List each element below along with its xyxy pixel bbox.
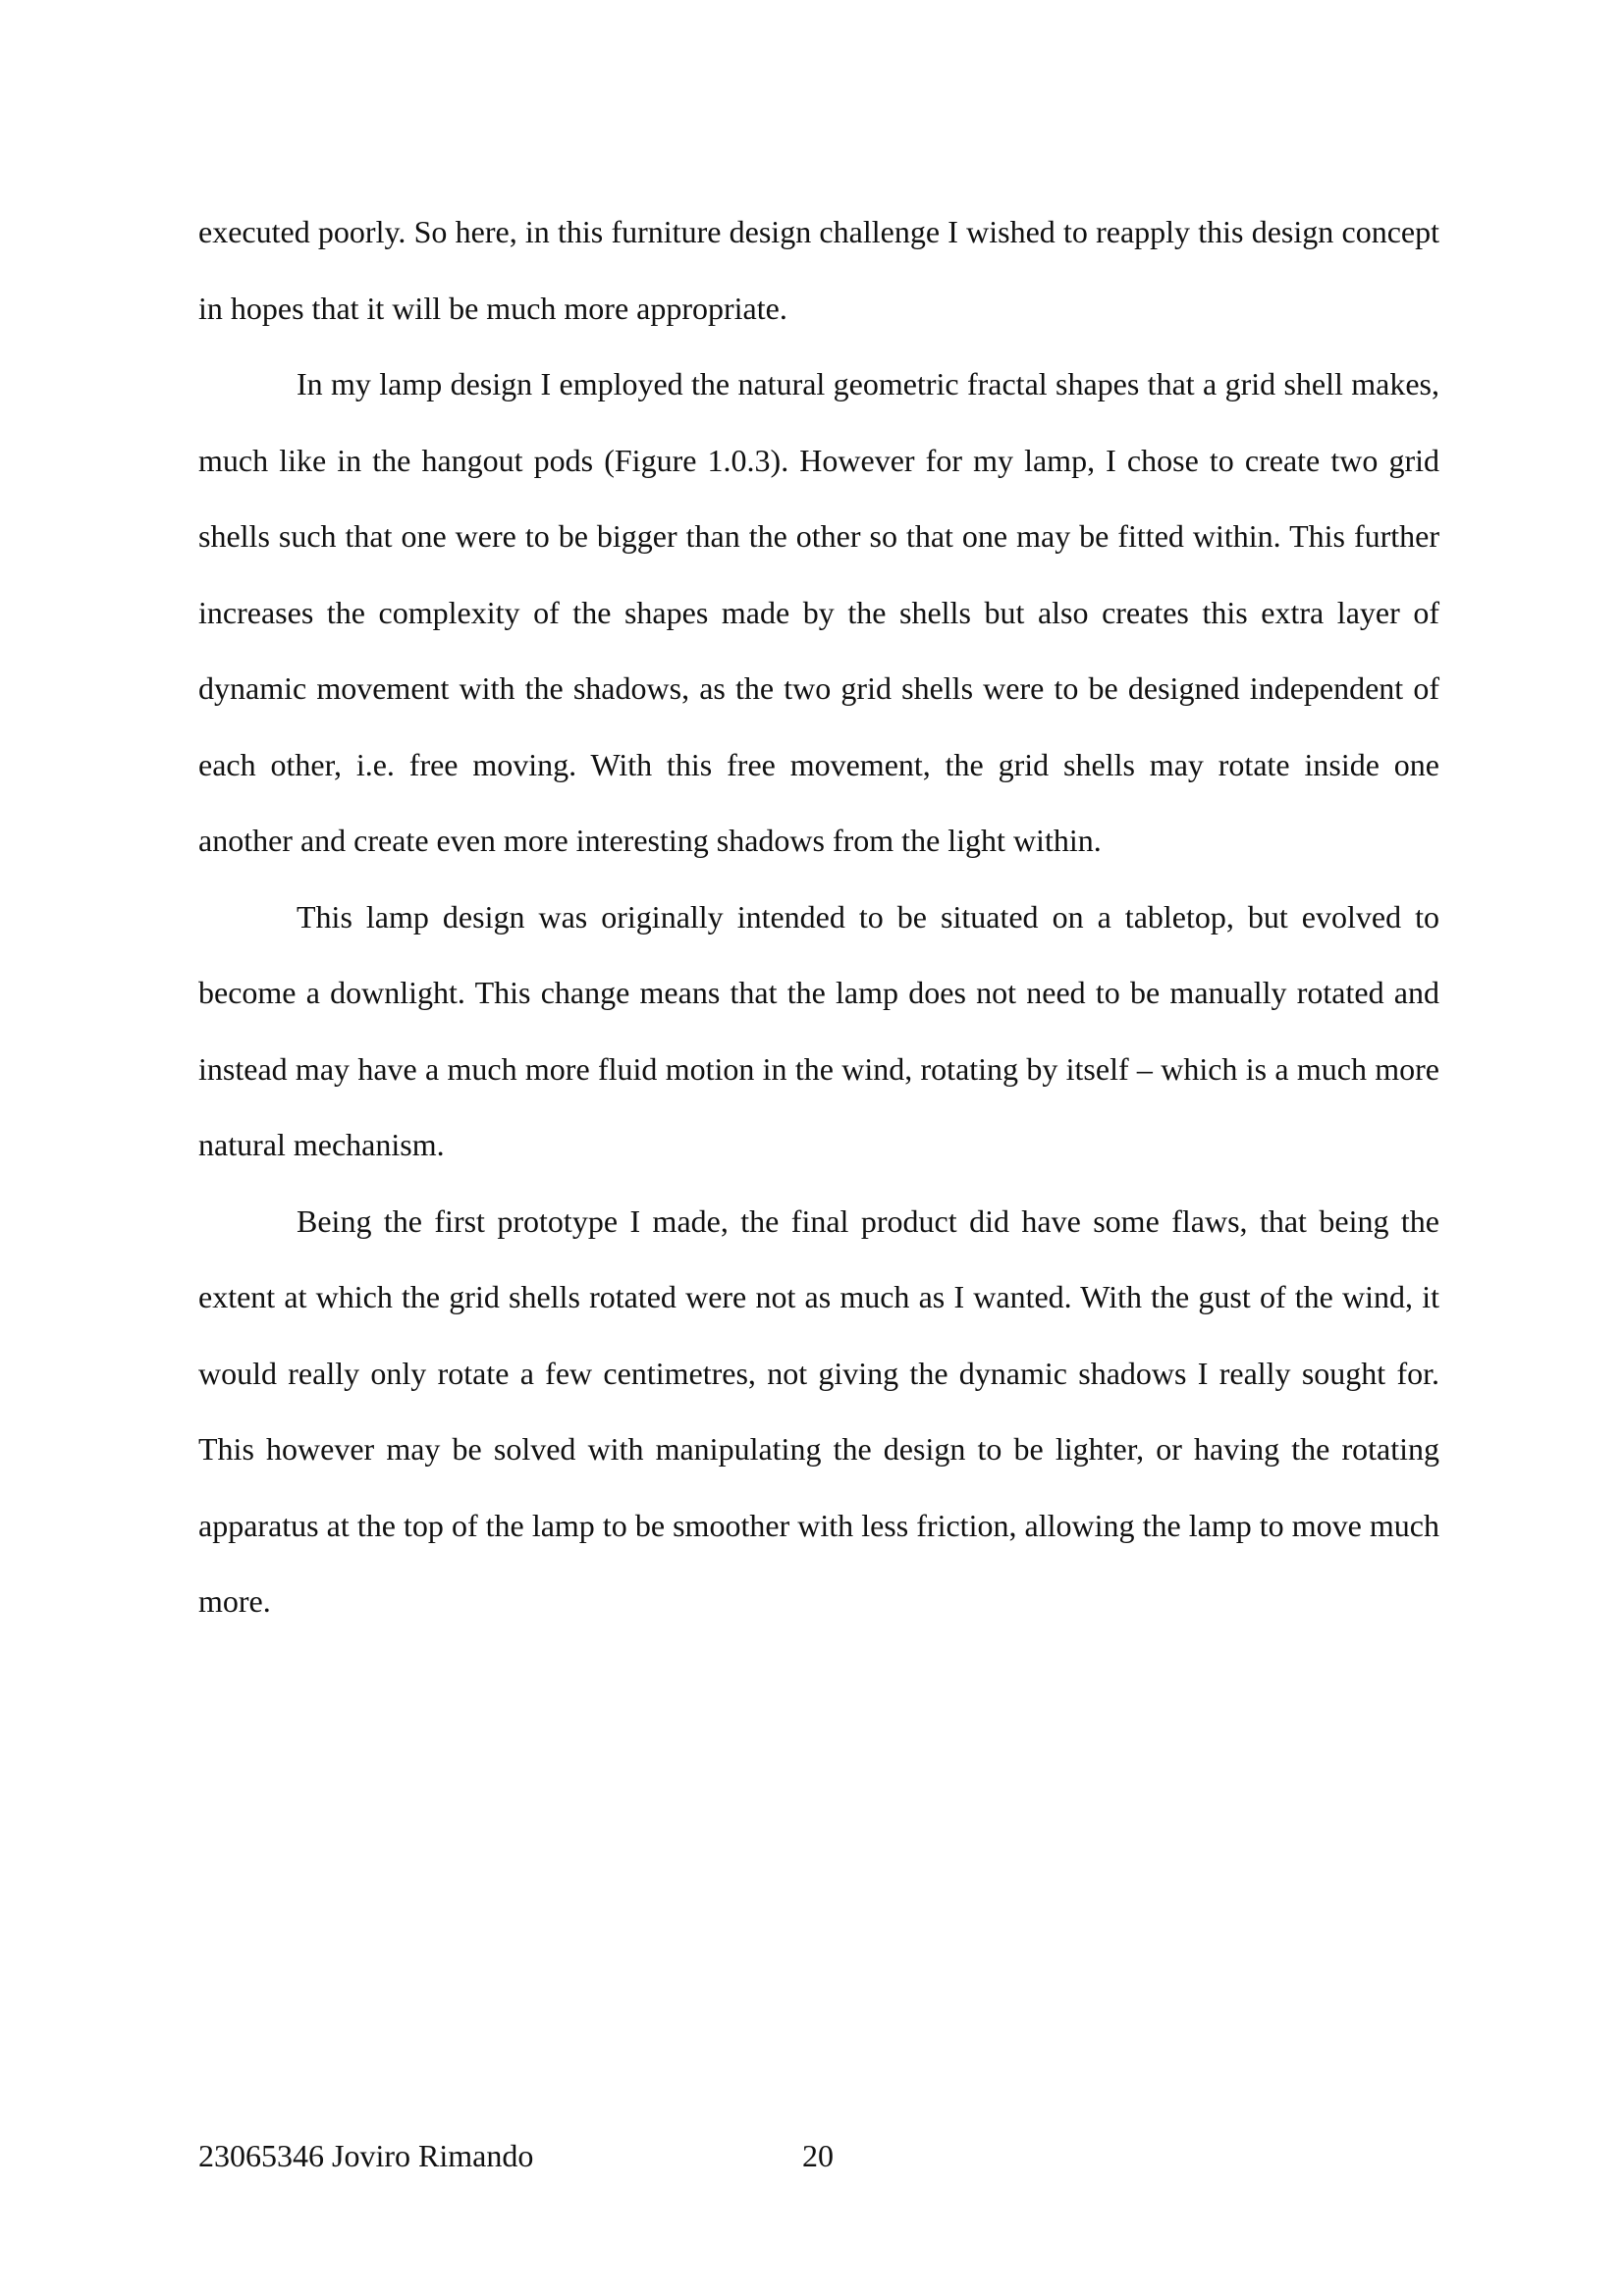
paragraph-prototype-flaws: Being the first prototype I made, the final product did have some flaws, that being the extent at which the grid shells rotated were not as much as I wanted. With the gust of the wind, it would really only rotate a few centimetres, not giving the dynamic shadows I really sought for. This however may be solved with manipulating the design to be lighter, or having the rotating apparatus at the top of the lamp to be smoother with less friction, allowing the lamp to move much more. xyxy=(198,1202,1439,1619)
body-text xyxy=(198,194,1439,1640)
page-number: 20 xyxy=(802,2138,834,2173)
page-footer xyxy=(0,2136,1624,2175)
paragraph-lamp-design: In my lamp design I employed the natural geometric fractal shapes that a grid shell makes, much like in the hangout pods (Figure 1.0.3). However for my lamp, I chose to create two grid shells such that one were to be bigger than the other so that one may be fitted within. This further increases the complexity of the shapes made by the shells but also creates this extra layer of dynamic movement with the shadows, as the two grid shells were to be designed independent of each other, i.e. free moving. With this free movement, the grid shells may rotate inside one another and create even more interesting shadows from the light within. xyxy=(198,366,1439,858)
paragraph-continuation: executed poorly. So here, in this furniture design challenge I wished to reapply this design concept in hopes that it will be much more appropriate. xyxy=(198,214,1439,326)
footer-author: 23065346 Joviro Rimando xyxy=(198,2138,534,2173)
paragraph-downlight: This lamp design was originally intended to be situated on a tabletop, but evolved to become a downlight. This change means that the lamp does not need to be manually rotated and instead may have a much more fluid motion in the wind, rotating by itself – which is a much more natural mechanism. xyxy=(198,898,1439,1162)
